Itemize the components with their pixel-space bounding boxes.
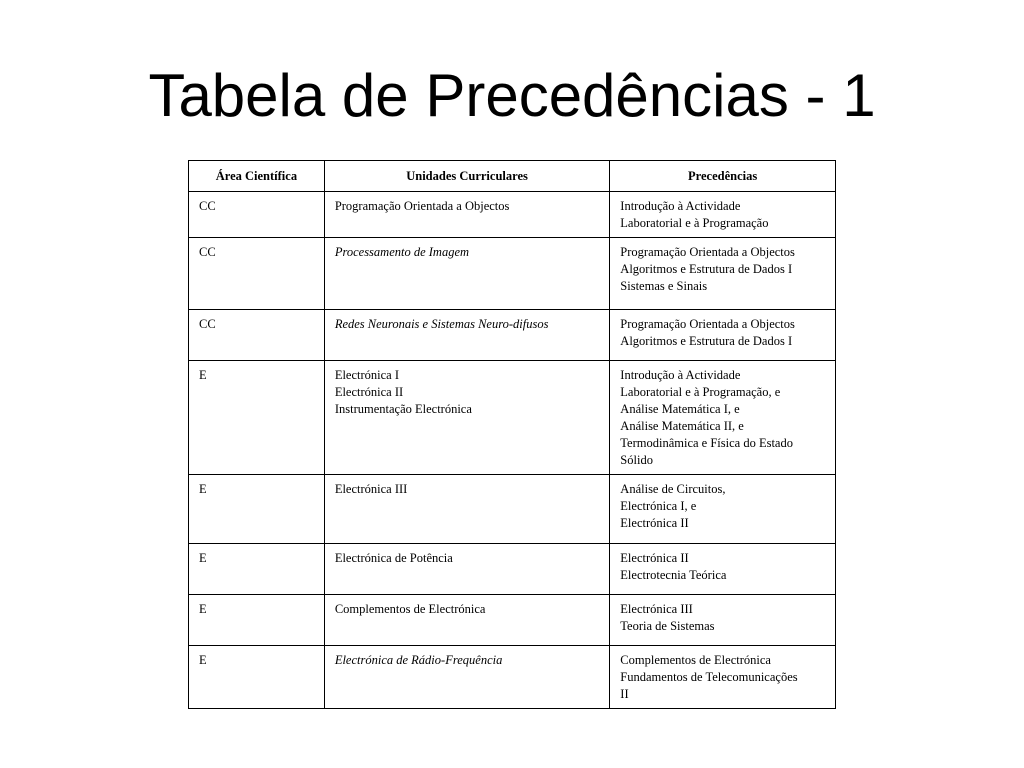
table-row [189,595,836,646]
cell-precedencias [610,595,836,646]
cell-unidades [324,192,609,238]
precedencia-line: Programação Orientada a Objectos [620,245,795,259]
precedencia-line: Teoria de Sistemas [620,619,715,633]
area-text: CC [199,317,216,331]
cell-precedencias [610,192,836,238]
table-row [189,192,836,238]
precedencia-line: Sólido [620,453,653,467]
table-row [189,544,836,595]
precedencia-line: Electrónica III [620,602,693,616]
precedencia-line: Fundamentos de Telecomunicações [620,670,798,684]
cell-area [189,475,325,544]
cell-area [189,646,325,709]
precedence-table [188,160,836,709]
precedencia-line: Termodinâmica e Física do Estado [620,436,793,450]
precedencia-line: Electrónica II [620,551,689,565]
area-text: E [199,551,207,565]
cell-area [189,238,325,310]
header-unidades: Unidades Curriculares [324,161,609,192]
cell-precedencias [610,475,836,544]
precedencia-line: Complementos de Electrónica [620,653,771,667]
cell-precedencias [610,310,836,361]
precedencia-line: Introdução à Actividade [620,368,741,382]
cell-unidades [324,238,609,310]
precedencia-line: Sistemas e Sinais [620,279,708,293]
cell-precedencias [610,361,836,475]
precedencia-line: Análise Matemática I, e [620,402,740,416]
cell-unidades [324,361,609,475]
area-text: E [199,368,207,382]
precedencia-line: Introdução à Actividade [620,199,741,213]
table-row [189,238,836,310]
precedencia-line: Electrónica II [620,516,689,530]
precedencia-line: Programação Orientada a Objectos [620,317,795,331]
area-text: CC [199,245,216,259]
area-text: E [199,482,207,496]
table-row [189,310,836,361]
table-row [189,475,836,544]
table-body [189,192,836,709]
header-precedencias: Precedências [610,161,836,192]
table-row [189,361,836,475]
cell-unidades [324,310,609,361]
precedencia-line: Laboratorial e à Programação, e [620,385,781,399]
precedencia-line: Algoritmos e Estrutura de Dados I [620,262,793,276]
unidade-line: Programação Orientada a Objectos [334,199,510,213]
unidade-line: Electrónica I [334,368,400,382]
area-text: E [199,653,207,667]
cell-precedencias [610,544,836,595]
unidade-line: Electrónica de Potência [334,551,453,565]
cell-precedencias [610,646,836,709]
cell-area [189,361,325,475]
unidade-line: Electrónica II [334,385,404,399]
precedencia-line: Algoritmos e Estrutura de Dados I [620,334,793,348]
cell-precedencias [610,238,836,310]
unidade-line: Electrónica de Rádio-Frequência [334,653,503,667]
precedencia-line: II [620,687,629,701]
cell-unidades [324,544,609,595]
area-text: CC [199,199,216,213]
table-header-row [189,161,836,192]
header-area: Área Científica [189,161,325,192]
slide-title: Tabela de Precedências - 1 [148,62,876,129]
unidade-line: Instrumentação Electrónica [334,402,472,416]
cell-unidades [324,646,609,709]
precedencia-line: Laboratorial e à Programação [620,216,769,230]
precedencia-line: Electrónica I, e [620,499,697,513]
cell-area [189,595,325,646]
cell-unidades [324,595,609,646]
unidade-line: Complementos de Electrónica [334,602,486,616]
precedencia-line: Análise de Circuitos, [620,482,726,496]
table-row [189,646,836,709]
unidade-line: Electrónica III [334,482,408,496]
unidade-line: Processamento de Imagem [334,245,470,259]
area-text: E [199,602,207,616]
unidade-line: Redes Neuronais e Sistemas Neuro-difusos [334,317,549,331]
cell-area [189,192,325,238]
cell-unidades [324,475,609,544]
cell-area [189,310,325,361]
precedencia-line: Análise Matemática II, e [620,419,744,433]
precedencia-line: Electrotecnia Teórica [620,568,727,582]
cell-area [189,544,325,595]
